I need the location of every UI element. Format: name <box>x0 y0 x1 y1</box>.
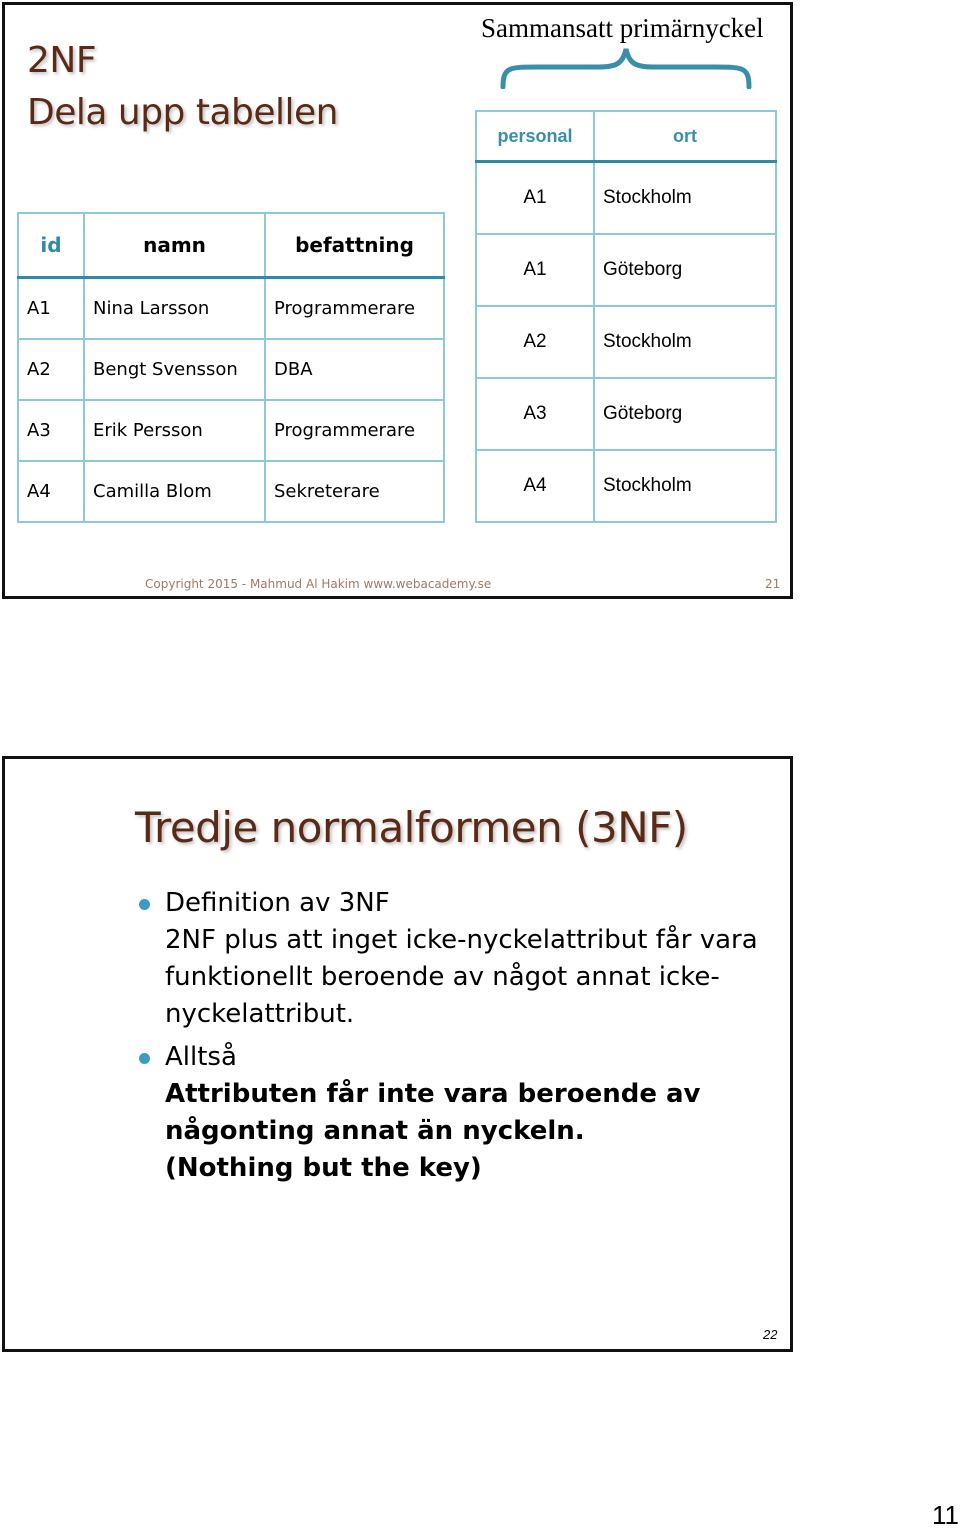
cell-id: A2 <box>18 339 84 400</box>
column-header-personal: personal <box>476 111 594 162</box>
bullet-text-bold: (Nothing but the key) <box>165 1153 482 1183</box>
cell-befattning: DBA <box>265 339 444 400</box>
title-line-1: 2NF <box>27 40 97 81</box>
cell-namn: Erik Persson <box>84 400 265 461</box>
employee-table <box>17 212 445 523</box>
cell-namn: Bengt Svensson <box>84 339 265 400</box>
bullet-list <box>165 885 775 1193</box>
cell-personal: A1 <box>476 234 594 306</box>
table-row <box>18 339 444 400</box>
table-header-row <box>18 213 444 278</box>
column-header-ort: ort <box>594 111 776 162</box>
table-row <box>476 234 776 306</box>
slide-number: 22 <box>763 1327 778 1342</box>
column-header-id: id <box>18 213 84 278</box>
composite-key-label: Sammansatt primärnyckel <box>481 13 764 43</box>
cell-personal: A3 <box>476 378 594 450</box>
list-item <box>165 1039 775 1187</box>
cell-befattning: Programmerare <box>265 400 444 461</box>
table-row <box>476 306 776 378</box>
bullet-text-bold: Attributen får inte vara beroende av <box>165 1079 701 1109</box>
table-row <box>476 378 776 450</box>
cell-personal: A4 <box>476 450 594 522</box>
bullet-text: Alltså <box>165 1042 237 1072</box>
cell-personal: A1 <box>476 162 594 235</box>
table-header-row <box>476 111 776 162</box>
column-header-befattning: befattning <box>265 213 444 278</box>
bullet-icon <box>139 899 150 910</box>
cell-ort: Stockholm <box>594 162 776 235</box>
table-row <box>18 461 444 522</box>
page-number: 11 <box>932 1500 959 1530</box>
column-header-namn: namn <box>84 213 265 278</box>
table-row <box>476 450 776 522</box>
copyright-footer: Copyright 2015 - Mahmud Al Hakim www.webacademy.se <box>145 577 492 591</box>
bullet-text: Definition av 3NF <box>165 888 390 918</box>
table-row <box>18 278 444 340</box>
slide-title: Tredje normalformen (3NF) <box>135 803 688 852</box>
cell-id: A1 <box>18 278 84 340</box>
table-row <box>18 400 444 461</box>
location-table <box>475 110 777 523</box>
cell-namn: Camilla Blom <box>84 461 265 522</box>
bullet-text-bold: någonting annat än nyckeln. <box>165 1116 585 1146</box>
bullet-text: nyckelattribut. <box>165 999 355 1029</box>
cell-namn: Nina Larsson <box>84 278 265 340</box>
cell-personal: A2 <box>476 306 594 378</box>
bullet-text: funktionellt beroende av något annat icke- <box>165 962 720 992</box>
slide-21 <box>2 2 793 599</box>
cell-befattning: Sekreterare <box>265 461 444 522</box>
cell-ort: Stockholm <box>594 306 776 378</box>
title-line-2: Dela upp tabellen <box>27 92 338 133</box>
slide-number: 21 <box>765 577 781 591</box>
bullet-icon <box>139 1053 150 1064</box>
curly-brace-icon <box>499 45 753 89</box>
cell-ort: Stockholm <box>594 450 776 522</box>
slide-22 <box>2 756 793 1352</box>
cell-id: A4 <box>18 461 84 522</box>
cell-ort: Göteborg <box>594 378 776 450</box>
cell-id: A3 <box>18 400 84 461</box>
slide-title <box>27 35 338 139</box>
cell-befattning: Programmerare <box>265 278 444 340</box>
bullet-text: 2NF plus att inget icke-nyckelattribut får vara <box>165 925 758 955</box>
list-item <box>165 885 775 1033</box>
cell-ort: Göteborg <box>594 234 776 306</box>
table-row <box>476 162 776 235</box>
